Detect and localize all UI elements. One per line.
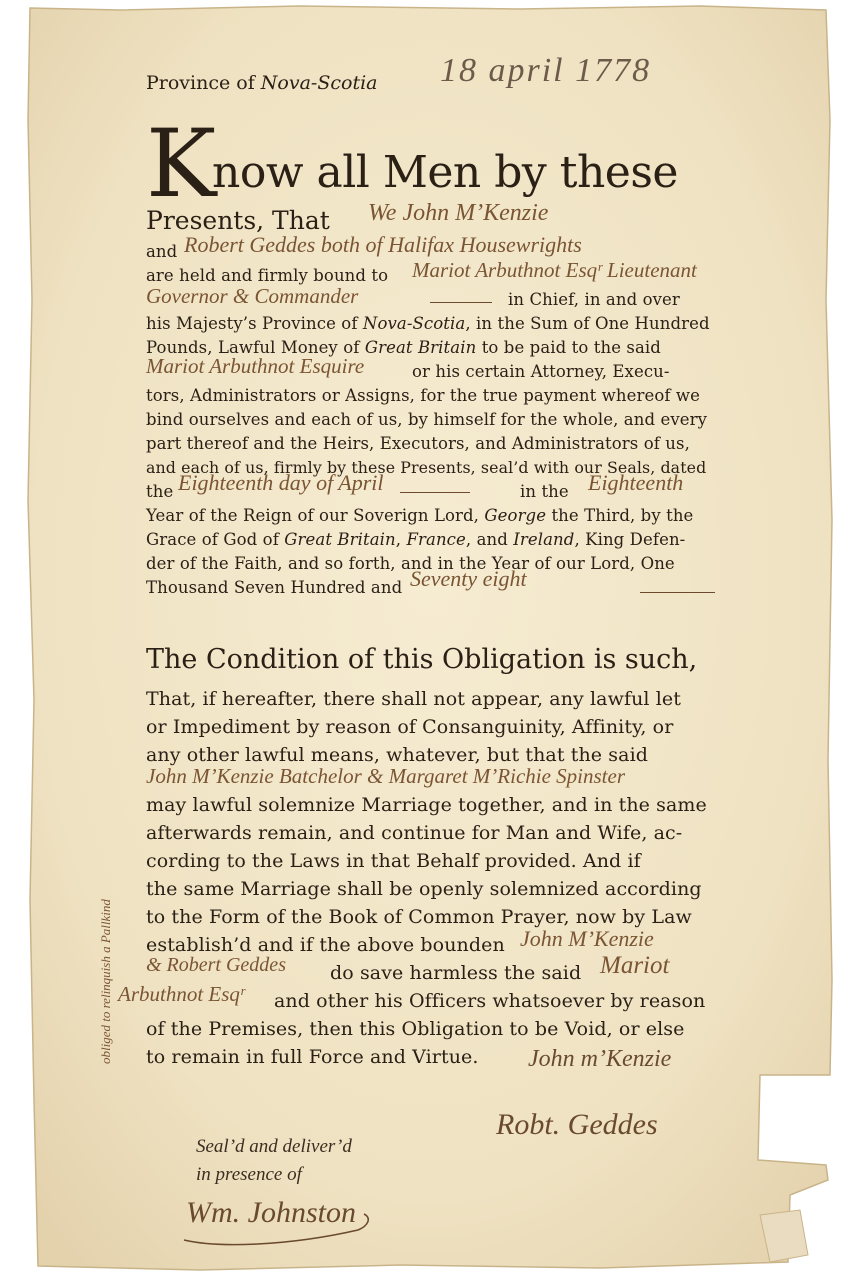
reign-line: [146, 506, 693, 525]
der-line: der of the Faith, and so forth, and in the Year of our Lord, One: [146, 554, 675, 573]
grace-text-1: Grace of God of: [146, 530, 279, 549]
heading-initial: K: [146, 110, 217, 219]
province-header: [146, 72, 377, 94]
condition-line-1: That, if hereafter, there shall not appear, any lawful let: [146, 688, 682, 710]
handwritten-arbuthnot: Arbuthnot Esqʳ: [118, 982, 245, 1006]
sealed-delivered-line-1: Seal’d and deliver’d: [196, 1136, 352, 1157]
reign-text-2: the Third, by the: [551, 506, 694, 525]
signature-robert-geddes: Robt. Geddes: [496, 1108, 658, 1141]
handwritten-day: Eighteenth day of April: [178, 470, 384, 495]
province-sum-text: his Majesty’s Province of: [146, 314, 358, 333]
province-name: Nova-Scotia: [260, 72, 378, 94]
heading-title: now all Men by these: [212, 147, 678, 198]
province-label: Province of: [146, 72, 255, 94]
presents-line: Presents, That: [146, 206, 330, 235]
pencil-date-note: 18 april 1778: [440, 52, 652, 89]
condition-line-11: and other his Officers whatsoever by reason: [274, 990, 706, 1012]
handwritten-mariot: Mariot: [600, 952, 670, 979]
each-line: and each of us, firmly by these Presents, seal’d with our Seals, dated: [146, 458, 707, 477]
george: George: [484, 506, 547, 525]
witness-flourish: [178, 1190, 378, 1250]
condition-line-2: or Impediment by reason of Consanguinity, Affinity, or: [146, 716, 674, 738]
part-line: part thereof and the Heirs, Executors, and Administrators of us,: [146, 434, 690, 453]
handwritten-obligee-3: Mariot Arbuthnot Esquire: [146, 354, 365, 378]
condition-line-10: do save harmless the said: [330, 962, 582, 984]
handwritten-obligee-1: Mariot Arbuthnot Esqʳ Lieutenant: [412, 258, 697, 282]
witness-signature: Wm. Johnston: [186, 1196, 356, 1229]
the-label: the: [146, 482, 174, 501]
handwritten-obligee-2: Governor & Commander: [146, 284, 359, 308]
condition-line-4: may lawful solemnize Marriage together, and in the same: [146, 794, 707, 816]
margin-note-vertical: obliged to relinquish a Pallkind: [98, 899, 113, 1064]
handwritten-obligor-1: We John M’Kenzie: [368, 200, 549, 226]
grace-line: Grace of God of Great Britain, France, and Ireland, King Defen-: [146, 530, 686, 549]
in-chief-line: in Chief, in and over: [508, 290, 680, 309]
handwritten-bounden-1: John M’Kenzie: [520, 926, 654, 951]
reign-text-1: Year of the Reign of our Soverign Lord,: [146, 506, 480, 525]
condition-line-9: establish’d and if the above bounden: [146, 934, 505, 956]
in-the-label: in the: [520, 482, 569, 501]
signature-john-mckenzie: John m’Kenzie: [528, 1046, 672, 1072]
condition-line-8: to the Form of the Book of Common Prayer, now by Law: [146, 906, 692, 928]
great-britain-1: Great Britain: [364, 338, 477, 357]
handwritten-bounden-2: & Robert Geddes: [146, 954, 286, 976]
great-britain-2: Great Britain: [284, 530, 396, 549]
condition-line-6: cording to the Laws in that Behalf provided. And if: [146, 850, 641, 872]
province-sum-rest: , in the Sum of One Hundred: [465, 314, 710, 333]
ireland: Ireland: [513, 530, 575, 549]
attorney-line: or his certain Attorney, Execu-: [412, 362, 670, 381]
condition-line-7: the same Marriage shall be openly solemnized according: [146, 878, 702, 900]
condition-line-3: any other lawful means, whatever, but that the said: [146, 744, 649, 766]
tors-line: tors, Administrators or Assigns, for the true payment whereof we: [146, 386, 701, 405]
france: France: [406, 530, 466, 549]
pounds-text-2: to be paid to the said: [481, 338, 661, 357]
handwritten-obligor-2: Robert Geddes both of Halifax Housewrights: [184, 232, 582, 257]
bind-line: bind ourselves and each of us, by himself for the whole, and every: [146, 410, 708, 429]
handwritten-couple: John M’Kenzie Batchelor & Margaret M’Richie Spinster: [146, 764, 626, 788]
condition-heading: The Condition of this Obligation is such,: [146, 644, 698, 675]
witness-flourish-stroke: [184, 1214, 368, 1245]
condition-line-5: afterwards remain, and continue for Man and Wife, ac-: [146, 822, 683, 844]
thousand-line: Thousand Seven Hundred and: [146, 578, 403, 597]
and-label: and: [146, 242, 178, 261]
condition-line-13: to remain in full Force and Virtue.: [146, 1046, 479, 1068]
condition-line-12: of the Premises, then this Obligation to be Void, or else: [146, 1018, 685, 1040]
pounds-text-1: Pounds, Lawful Money of: [146, 338, 360, 357]
handwritten-seventy-eight: Seventy eight: [410, 566, 527, 591]
blank-rule: [430, 302, 492, 303]
handwritten-regnal-year: Eighteenth: [588, 470, 684, 495]
held-bound-line: are held and firmly bound to: [146, 266, 389, 285]
blank-rule-day: [400, 492, 470, 493]
sealed-delivered-line-2: in presence of: [196, 1164, 302, 1185]
blank-rule-year: [640, 592, 715, 593]
province-sum-name: Nova-Scotia: [362, 314, 466, 333]
province-sum-line: [146, 314, 710, 333]
grace-text-2: , King Defen-: [574, 530, 686, 549]
